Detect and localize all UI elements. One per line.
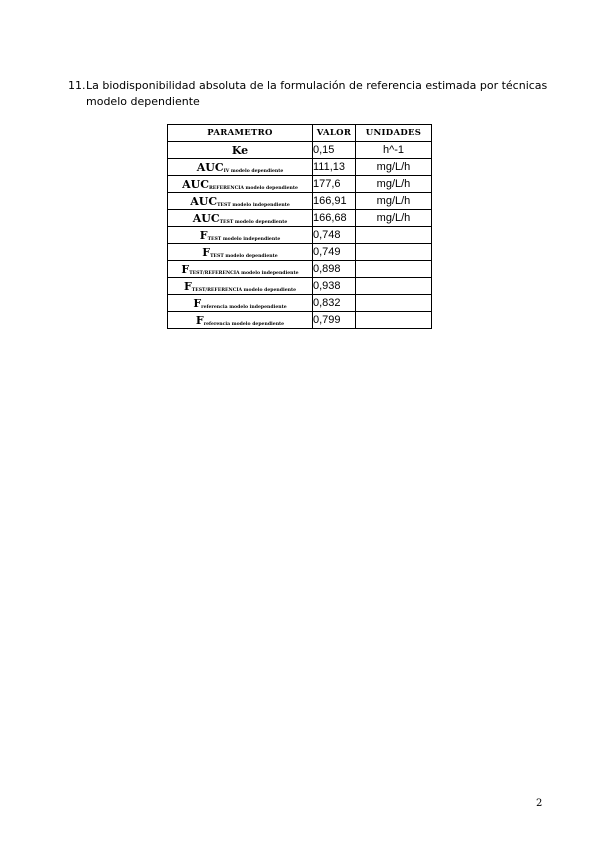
value-cell: 0,749 [313,244,356,261]
parameter-symbol: Ke [231,143,249,157]
parameter-subscript: IV modelo dependiente [223,168,284,174]
value-cell: 0,832 [313,295,356,312]
value-cell: 0,799 [313,312,356,329]
parameter-symbol: F [202,245,211,259]
parameter-symbol: AUC [182,177,209,191]
parameter-subscript: TEST modelo dependiente [219,219,288,225]
header-parametro: PARAMETRO [168,125,313,142]
table-row [168,193,432,210]
parameter-cell [168,193,313,210]
parameter-symbol: F [195,313,204,327]
table-header-row [168,125,432,142]
table-row [168,278,432,295]
table-row [168,176,432,193]
value-cell: 177,6 [313,176,356,193]
parameter-subscript: TEST modelo independiente [207,236,281,242]
table-row [168,210,432,227]
question-number: 11. [68,79,86,92]
table-row [168,142,432,159]
unit-cell: h^-1 [356,142,432,159]
parameter-subscript: referencia modelo dependiente [203,321,285,327]
parameter-subscript: TEST/REFERENCIA modelo independiente [189,270,299,276]
parameter-cell [168,159,313,176]
table-row [168,159,432,176]
parameter-cell [168,312,313,329]
parameter-subscript: TEST modelo dependiente [210,253,278,259]
header-unidades: UNIDADES [356,125,432,142]
table-row [168,244,432,261]
value-cell: 0,15 [313,142,356,159]
parameter-subscript: TEST modelo independiente [217,202,290,208]
parameter-cell [168,244,313,261]
unit-cell: mg/L/h [356,159,432,176]
parameter-cell [168,210,313,227]
unit-cell [356,261,432,278]
parameter-symbol: AUC [196,160,224,174]
value-cell: 111,13 [313,159,356,176]
unit-cell: mg/L/h [356,210,432,227]
parameter-symbol: F [199,228,208,242]
parameter-cell [168,261,313,278]
table-row [168,261,432,278]
value-cell: 166,91 [313,193,356,210]
parameter-subscript: REFERENCIA modelo dependiente [208,185,298,191]
header-valor: VALOR [313,125,356,142]
unit-cell [356,278,432,295]
parameter-symbol: AUC [190,194,218,208]
unit-cell: mg/L/h [356,176,432,193]
value-cell: 0,938 [313,278,356,295]
parameter-symbol: F [181,262,190,276]
unit-cell: mg/L/h [356,193,432,210]
unit-cell [356,312,432,329]
question-text: La biodisponibilidad absoluta de la formulación de referencia estimada por técnicas modelo dependiente [86,79,548,108]
unit-cell [356,244,432,261]
parameter-cell [168,278,313,295]
parameter-cell [168,227,313,244]
value-cell: 0,748 [313,227,356,244]
table-row [168,227,432,244]
question-11 [68,78,558,110]
parameter-cell [168,176,313,193]
parameter-symbol: F [193,296,202,310]
parameter-symbol: AUC [192,211,220,225]
page-number: 2 [536,798,543,809]
parameters-table [167,124,432,329]
parameter-cell [168,142,313,159]
table-row [168,312,432,329]
parameter-symbol: F [183,279,192,293]
unit-cell [356,295,432,312]
value-cell: 166,68 [313,210,356,227]
parameter-subscript: TEST/REFERENCIA modelo dependiente [191,287,297,293]
parameter-subscript: referencia modelo independiente [201,304,287,310]
table-row [168,295,432,312]
unit-cell [356,227,432,244]
value-cell: 0,898 [313,261,356,278]
parameter-cell [168,295,313,312]
